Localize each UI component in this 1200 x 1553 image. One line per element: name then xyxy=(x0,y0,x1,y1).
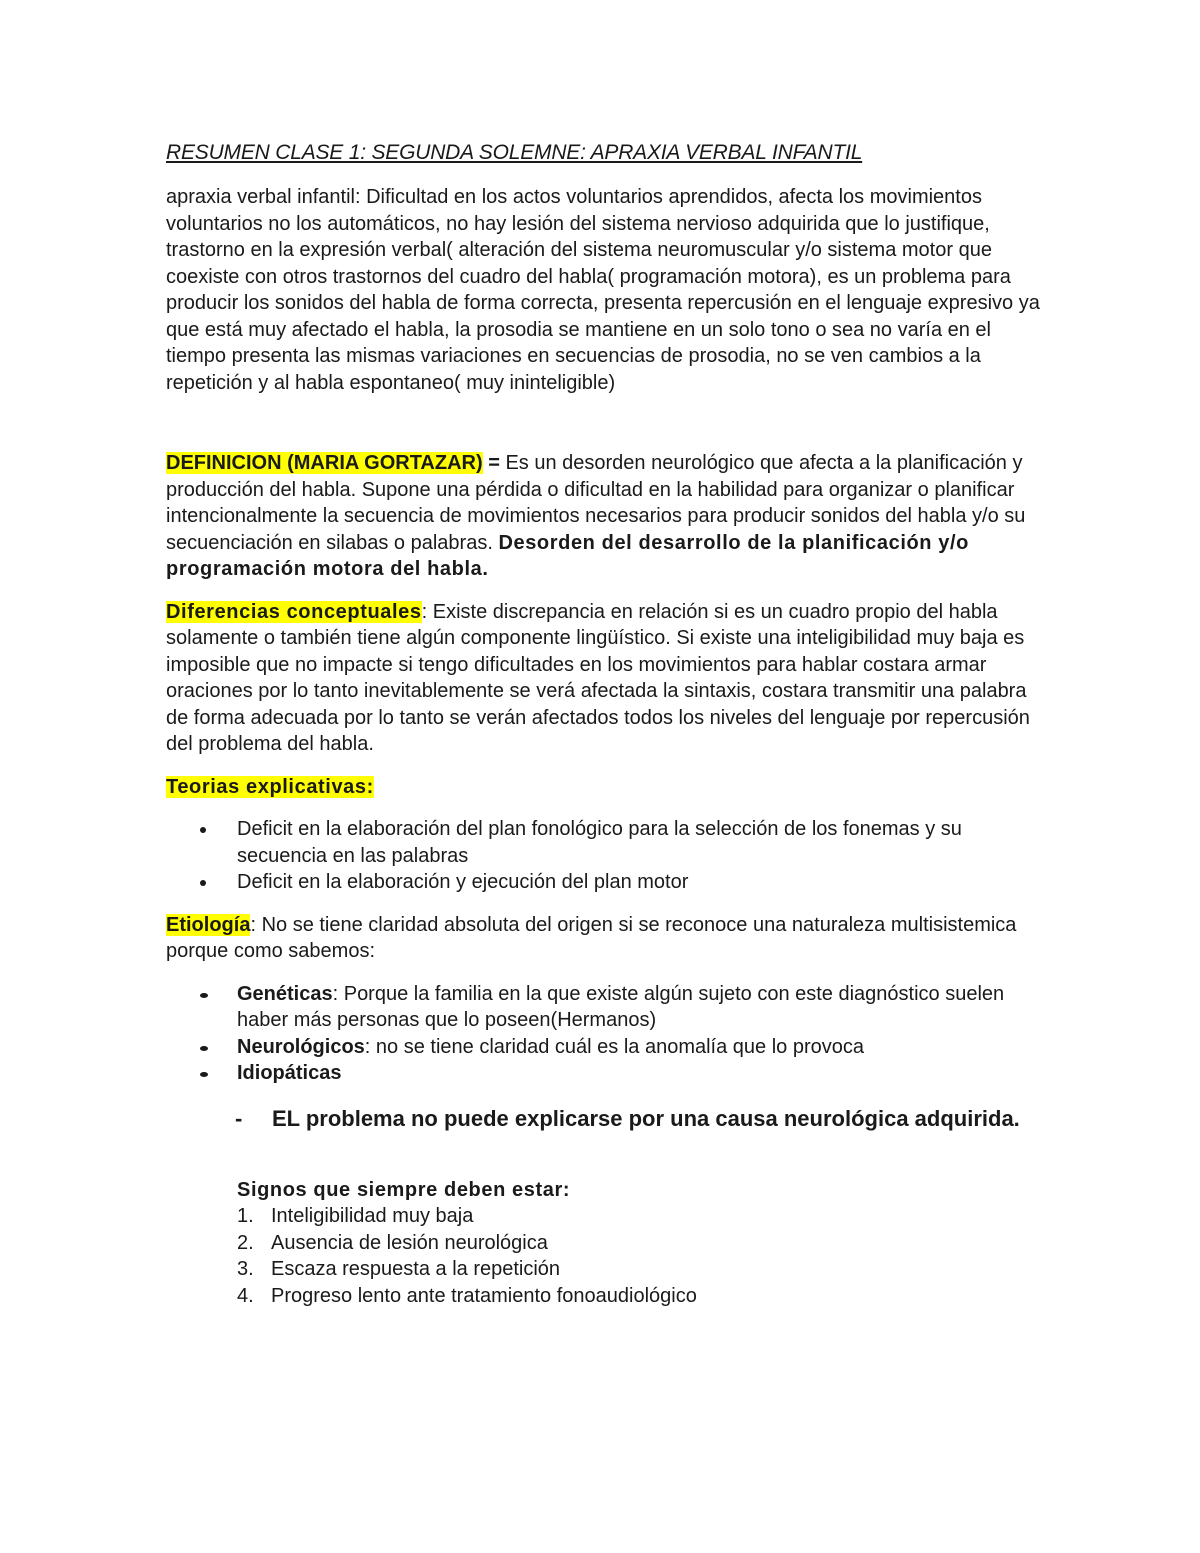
definition-bold: Desorden del desarrollo de la planificación y/o programación motora del habla. xyxy=(166,531,969,580)
differences-label: Diferencias conceptuales xyxy=(166,600,422,623)
list-item-bold: Genéticas xyxy=(237,982,333,1005)
bullet-icon xyxy=(200,880,206,886)
etiology-list xyxy=(166,981,1046,1087)
list-item-text: Deficit en la elaboración y ejecución del plan motor xyxy=(237,871,689,893)
signs-list xyxy=(237,1203,1046,1309)
list-item-text: Deficit en la elaboración del plan fonológico para la selección de los fonemas y su secuencia en las palabras xyxy=(237,818,962,867)
list-item-text: : Porque la familia en la que existe algún sujeto con este diagnóstico suelen haber más personas que lo poseen(Hermanos) xyxy=(237,982,1005,1031)
list-item xyxy=(237,1256,1046,1283)
list-item-text: Ausencia de lesión neurológica xyxy=(271,1231,548,1254)
bullet-icon xyxy=(200,993,208,998)
list-item xyxy=(166,1060,1046,1087)
differences-text: : Existe discrepancia en relación si es un cuadro propio del habla solamente o también tiene algún componente lingüístico. Si existe una inteligibilidad muy baja es imposible que no impacte si tengo dificultades en los movimientos para hablar costara armar oraciones por lo tanto inevitablemente se verá afectada la sintaxis, costara transmitir una palabra de forma adecuada por lo tanto se verán afectados todos los niveles del lenguaje por repercusión del problema del habla. xyxy=(166,600,1030,755)
document-title: RESUMEN CLASE 1: SEGUNDA SOLEMNE: APRAXIA VERBAL INFANTIL xyxy=(166,141,863,164)
list-item-text: Escaza respuesta a la repetición xyxy=(271,1258,561,1280)
intro-paragraph: apraxia verbal infantil: Dificultad en los actos voluntarios aprendidos, afecta los movimientos voluntarios no los automáticos, no hay lesión del sistema nervioso adquirida que lo justifique, trastorno en la expresión verbal( alteración del sistema neuromuscular y/o sistema motor que coexiste con otros trastornos del cuadro del habla( programación motora), es un problema para producir los sonidos del habla de forma correcta, presenta repercusión en el lenguaje expresivo ya que está muy afectado el habla, la prosodia se mantiene en un solo tono o sea no varía en el tiempo presenta las mismas variaciones en secuencias de prosodia, no se ven cambios a la repetición y al habla espontaneo( muy ininteligible) xyxy=(166,186,1040,394)
etiology-text: : No se tiene claridad absoluta del origen si se reconoce una naturaleza multisistemica porque como sabemos: xyxy=(166,913,1017,962)
bullet-icon xyxy=(200,827,206,833)
definition-equals: = xyxy=(482,452,506,474)
definition-paragraph xyxy=(166,450,1046,583)
list-item xyxy=(166,869,1046,896)
dash-note xyxy=(166,1104,1046,1133)
bullet-icon xyxy=(200,1046,208,1051)
theories-list xyxy=(166,816,1046,896)
etiology-paragraph xyxy=(166,912,1046,965)
dash-note-text: EL problema no puede explicarse por una causa neurológica adquirida. xyxy=(272,1105,1020,1131)
definition-text: Es un desorden neurológico que afecta a la planificación y producción del habla. Supone una pérdida o dificultad en la habilidad para organizar o planificar intencionalmente la secuencia de movimientos necesarios para producir sonidos del habla y/o su secuenciación en silabas o palabras. xyxy=(166,452,1026,554)
document-content xyxy=(166,138,1046,1309)
dash-mark: - xyxy=(235,1105,243,1131)
list-number: 1. xyxy=(237,1205,254,1227)
signs-title: Signos que siempre deben estar: xyxy=(237,1178,571,1201)
list-number: 2. xyxy=(237,1231,254,1254)
bullet-icon xyxy=(200,1072,208,1077)
list-item-text: Progreso lento ante tratamiento fonoaudiológico xyxy=(271,1284,697,1307)
definition-label: DEFINICION (MARIA GORTAZAR) xyxy=(166,452,483,474)
differences-paragraph xyxy=(166,599,1046,758)
list-item xyxy=(166,981,1046,1034)
theories-label: Teorias explicativas: xyxy=(166,775,374,798)
list-item xyxy=(166,816,1046,869)
list-item xyxy=(166,1034,1046,1061)
list-item-bold: Idiopáticas xyxy=(237,1062,342,1084)
list-number: 4. xyxy=(237,1284,254,1307)
etiology-label: Etiología xyxy=(166,913,251,936)
list-number: 3. xyxy=(237,1258,254,1280)
list-item xyxy=(237,1283,1046,1310)
list-item-bold: Neurológicos xyxy=(237,1035,365,1058)
signs-section xyxy=(166,1177,1046,1310)
list-item xyxy=(237,1203,1046,1230)
list-item xyxy=(237,1230,1046,1257)
list-item-text: : no se tiene claridad cuál es la anomalía que lo provoca xyxy=(364,1035,864,1058)
list-item-text: Inteligibilidad muy baja xyxy=(271,1205,474,1227)
theories-heading xyxy=(166,774,1046,801)
